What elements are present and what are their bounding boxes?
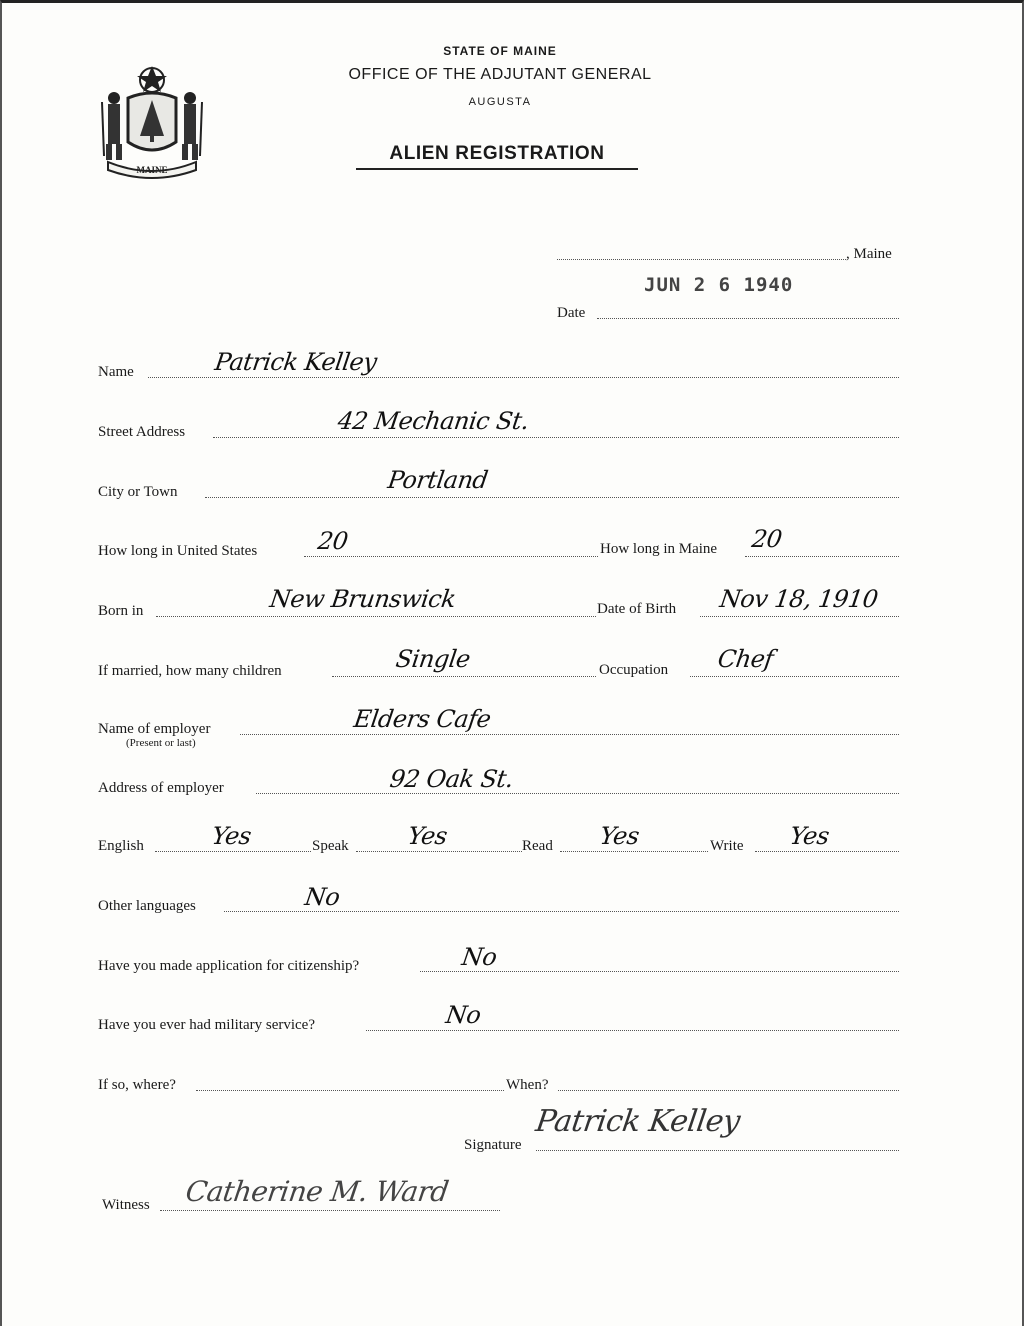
employer-address-line[interactable] — [256, 793, 899, 794]
us-duration-value: 20 — [316, 527, 350, 555]
employer-label: Name of employer — [98, 721, 211, 737]
office-heading: OFFICE OF THE ADJUTANT GENERAL — [348, 66, 652, 83]
write-value: Yes — [788, 822, 831, 850]
witness-label: Witness — [102, 1197, 150, 1213]
born-label: Born in — [98, 603, 144, 619]
name-value: Patrick Kelley — [213, 348, 379, 376]
maine-duration-label: How long in Maine — [600, 541, 718, 557]
city-heading: AUGUSTA — [468, 96, 532, 108]
military-value: No — [444, 1001, 483, 1029]
read-value: Yes — [598, 822, 641, 850]
other-languages-value: No — [303, 883, 342, 911]
witness-value: Catherine M. Ward — [183, 1175, 451, 1208]
street-value: 42 Mechanic St. — [336, 407, 531, 435]
street-line[interactable] — [213, 437, 899, 438]
dob-line[interactable] — [700, 616, 899, 617]
maine-duration-line[interactable] — [745, 556, 899, 557]
speak-value: Yes — [406, 822, 449, 850]
employer-sublabel: (Present or last) — [126, 737, 196, 749]
speak-label: Speak — [312, 838, 349, 854]
city-value: Portland — [386, 466, 490, 494]
english-value: Yes — [210, 822, 253, 850]
military-line[interactable] — [366, 1030, 899, 1031]
city-line[interactable] — [205, 497, 899, 498]
citizenship-line[interactable] — [420, 971, 899, 972]
date-line[interactable] — [597, 318, 899, 319]
citizenship-value: No — [460, 943, 499, 971]
witness-line[interactable] — [160, 1210, 500, 1211]
date-label: Date — [557, 305, 586, 321]
english-line[interactable] — [155, 851, 311, 852]
speak-line[interactable] — [356, 851, 522, 852]
where-line[interactable] — [196, 1090, 504, 1091]
city-label: City or Town — [98, 484, 178, 500]
street-label: Street Address — [98, 424, 186, 440]
seal-banner-text: MAINE — [136, 165, 168, 175]
signature-label: Signature — [464, 1137, 522, 1153]
maine-duration-value: 20 — [750, 525, 784, 553]
where-label: If so, where? — [98, 1077, 176, 1093]
other-languages-label: Other languages — [98, 898, 196, 914]
read-label: Read — [522, 838, 553, 854]
place-line[interactable] — [557, 259, 846, 260]
military-label: Have you ever had military service? — [98, 1017, 315, 1033]
read-line[interactable] — [560, 851, 708, 852]
dob-value: Nov 18, 1910 — [718, 585, 880, 613]
state-seal-icon — [98, 62, 206, 180]
children-line[interactable] — [332, 676, 596, 677]
state-heading: STATE OF MAINE — [443, 44, 557, 58]
citizenship-label: Have you made application for citizenship? — [98, 958, 360, 974]
employer-line[interactable] — [240, 734, 899, 735]
children-value: Single — [394, 645, 472, 673]
employer-address-label: Address of employer — [98, 780, 224, 796]
us-duration-label: How long in United States — [98, 543, 258, 559]
place-suffix: , Maine — [846, 246, 892, 262]
dob-label: Date of Birth — [597, 601, 677, 617]
form-title: ALIEN REGISTRATION — [356, 143, 638, 170]
other-languages-line[interactable] — [224, 911, 899, 912]
born-line[interactable] — [156, 616, 596, 617]
write-label: Write — [710, 838, 744, 854]
occupation-line[interactable] — [690, 676, 899, 677]
when-label: When? — [506, 1077, 549, 1093]
signature-value: Patrick Kelley — [533, 1104, 742, 1139]
us-duration-line[interactable] — [304, 556, 598, 557]
employer-value: Elders Cafe — [352, 705, 493, 733]
signature-line[interactable] — [536, 1150, 899, 1151]
children-label: If married, how many children — [98, 663, 282, 679]
date-stamp: JUN 2 6 1940 — [644, 274, 794, 296]
english-label: English — [98, 838, 144, 854]
when-line[interactable] — [558, 1090, 899, 1091]
write-line[interactable] — [755, 851, 899, 852]
employer-address-value: 92 Oak St. — [388, 765, 516, 793]
born-value: New Brunswick — [268, 585, 458, 613]
occupation-value: Chef — [716, 645, 775, 673]
name-line[interactable] — [148, 377, 899, 378]
name-label: Name — [98, 364, 134, 380]
occupation-label: Occupation — [599, 662, 669, 678]
